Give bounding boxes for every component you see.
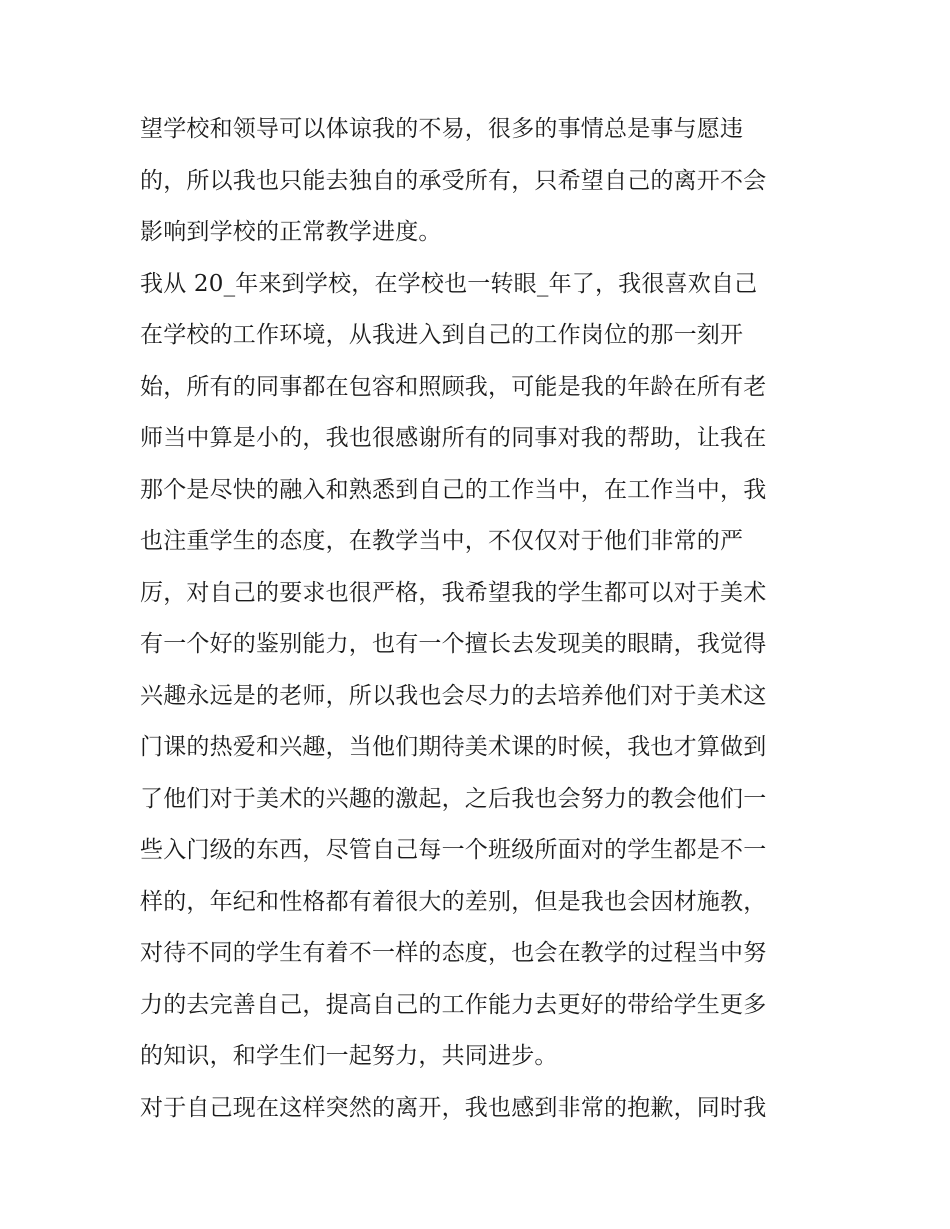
text-line: 样的，年纪和性格都有着很大的差别，但是我也会因材施教， bbox=[140, 888, 767, 915]
text-line: 师当中算是小的，我也很感谢所有的同事对我的帮助，让我在 bbox=[140, 425, 767, 451]
text-line: 望学校和领导可以体谅我的不易，很多的事情总是事与愿违 bbox=[140, 116, 744, 142]
text-line: 的知识，和学生们一起努力，共同进步。 bbox=[140, 1043, 558, 1069]
text-line: 对于自己现在这样突然的离开，我也感到非常的抱歉，同时我 bbox=[140, 1094, 767, 1121]
text-line: 些入门级的东西，尽管自己每一个班级所面对的学生都是不一 bbox=[140, 837, 767, 863]
text-line: 门课的热爱和兴趣，当他们期待美术课的时候，我也才算做到 bbox=[140, 734, 767, 760]
text-line: 也注重学生的态度，在教学当中，不仅仅对于他们非常的严 bbox=[140, 528, 744, 554]
text-line: 对待不同的学生有着不一样的态度，也会在教学的过程当中努 bbox=[140, 940, 767, 966]
text-line: 厉，对自己的要求也很严格，我希望我的学生都可以对于美术 bbox=[140, 579, 767, 606]
text-line: 我从 20_年来到学校，在学校也一转眼_年了，我很喜欢自己 bbox=[140, 270, 758, 297]
text-line: 了他们对于美术的兴趣的激起，之后我也会努力的教会他们一 bbox=[140, 785, 767, 812]
text-line: 有一个好的鉴别能力，也有一个擅长去发现美的眼睛，我觉得 bbox=[140, 631, 767, 657]
document-body bbox=[140, 104, 820, 1134]
text-line: 始，所有的同事都在包容和照顾我，可能是我的年龄在所有老 bbox=[140, 373, 767, 400]
text-line: 的，所以我也只能去独自的承受所有，只希望自己的离开不会 bbox=[140, 167, 767, 194]
text-line: 在学校的工作环境，从我进入到自己的工作岗位的那一刻开 bbox=[140, 322, 744, 348]
text-line: 影响到学校的正常教学进度。 bbox=[140, 219, 442, 245]
text-line: 兴趣永远是的老师，所以我也会尽力的去培养他们对于美术这 bbox=[140, 682, 767, 709]
text-line: 力的去完善自己，提高自己的工作能力去更好的带给学生更多 bbox=[140, 991, 767, 1018]
text-line: 那个是尽快的融入和熟悉到自己的工作当中，在工作当中，我 bbox=[140, 476, 767, 503]
